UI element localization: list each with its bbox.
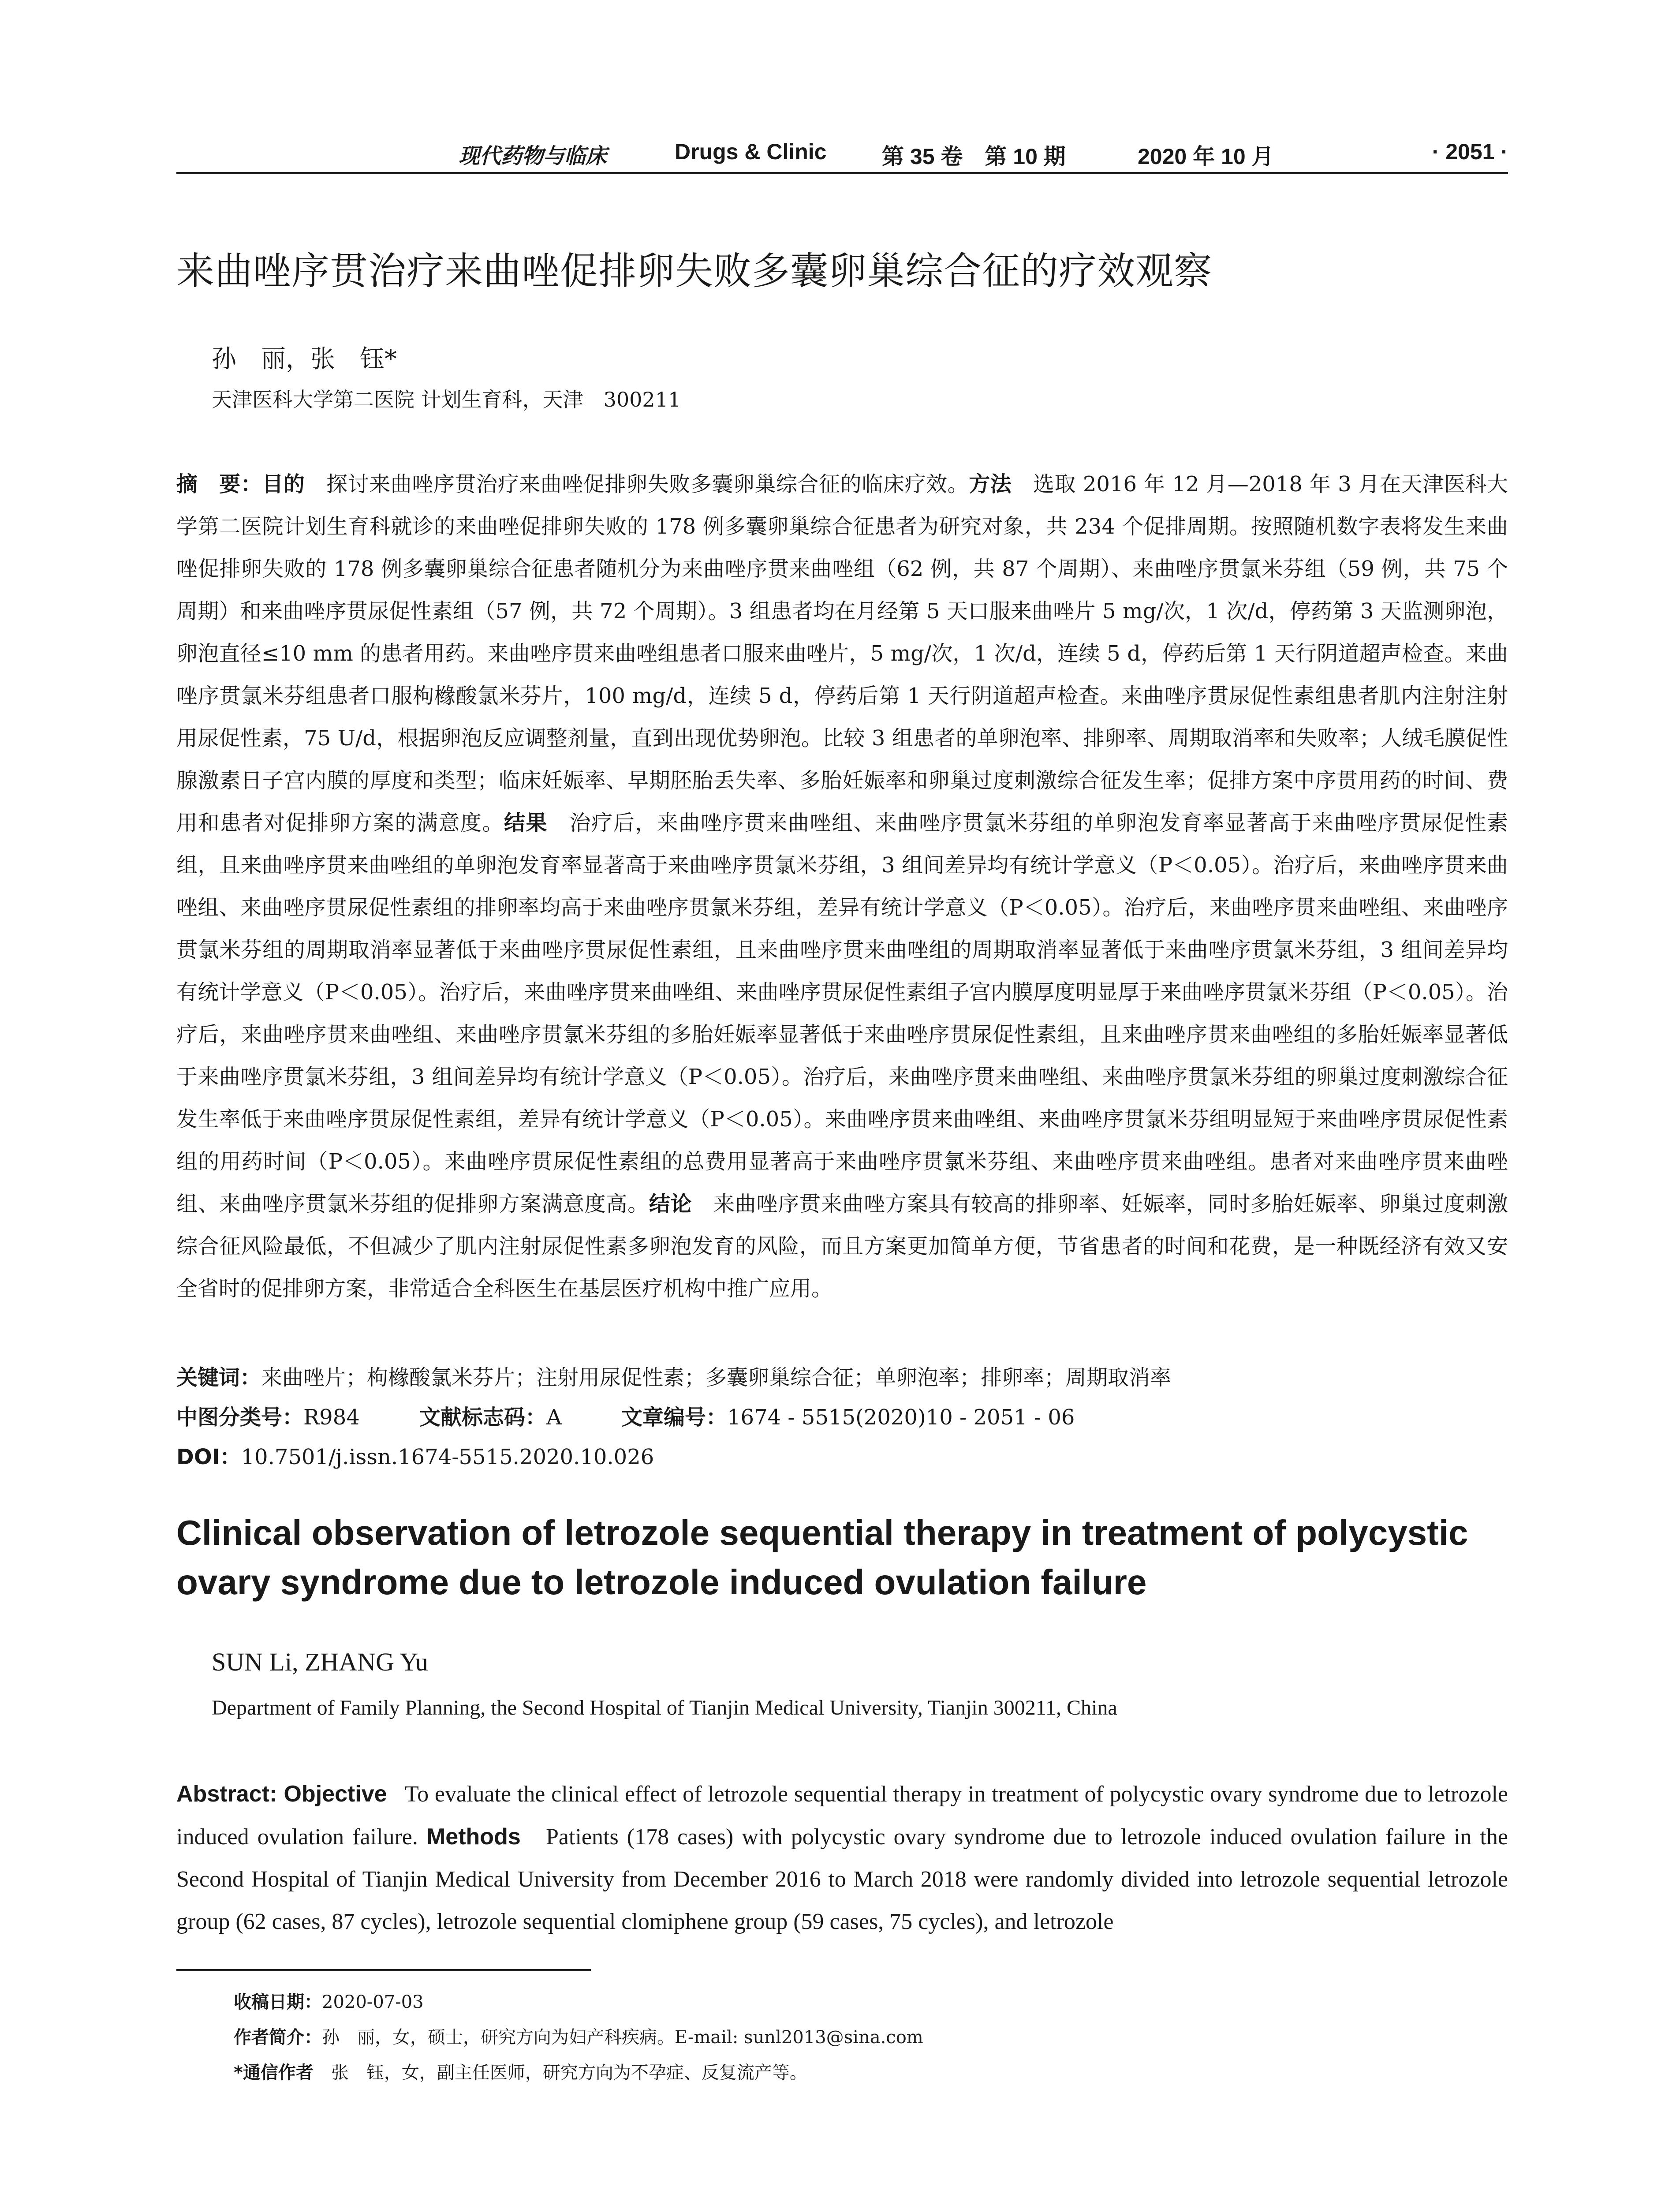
objective-text-en: To evaluate the clinical effect of letrozole sequential therapy in treatment of polycystic ovary syndrome due to letrozole induced ovulation failure.	[176, 1782, 1508, 1850]
clc-value: R984	[303, 1405, 360, 1430]
article-no-value: 1674 - 5515(2020)10 - 2051 - 06	[727, 1405, 1075, 1430]
abstract-en	[176, 1773, 1508, 1943]
abstract-label-en: Abstract:	[176, 1781, 284, 1807]
results-label-cn: 结果	[504, 811, 548, 835]
affiliation-cn: 天津医科大学第二医院 计划生育科，天津 300211	[212, 388, 681, 411]
methods-label-en: Methods	[426, 1824, 521, 1850]
volume-issue: 第 35 卷 第 10 期	[882, 144, 1066, 169]
issue-date: 2020 年 10 月	[1138, 144, 1274, 169]
doi-label: DOI：	[176, 1445, 241, 1469]
keywords-label: 关键词：	[176, 1365, 261, 1390]
running-header	[176, 135, 1508, 174]
results-text-cn: 治疗后，来曲唑序贯来曲唑组、来曲唑序贯氯米芬组的单卵泡发育率显著高于来曲唑序贯尿促性素组，且来曲唑序贯来曲唑组的单卵泡发育率显著高于来曲唑序贯氯米芬组，3 组间差异均有统计学意义（P＜0.05）。治疗后，来曲唑序贯来曲唑组、来曲唑序贯尿促性素组的排卵率均高于来曲唑序贯氯米芬组，差异有统计学意义（P＜0.05）。治疗后，来曲唑序贯来曲唑组、来曲唑序贯氯米芬组的周期取消率显著低于来曲唑序贯尿促性素组，且来曲唑序贯来曲唑组的周期取消率显著低于来曲唑序贯氯米芬组，3 组间差异均有统计学意义（P＜0.05）。治疗后，来曲唑序贯来曲唑组、来曲唑序贯尿促性素组子宫内膜厚度明显厚于来曲唑序贯氯米芬组（P＜0.05）。治疗后，来曲唑序贯来曲唑组、来曲唑序贯氯米芬组的多胎妊娠率显著低于来曲唑序贯尿促性素组，且来曲唑序贯来曲唑组的多胎妊娠率显著低于来曲唑序贯氯米芬组，3 组间差异均有统计学意义（P＜0.05）。治疗后，来曲唑序贯来曲唑组、来曲唑序贯氯米芬组的卵巢过度刺激综合征发生率低于来曲唑序贯尿促性素组，差异有统计学意义（P＜0.05）。来曲唑序贯来曲唑组、来曲唑序贯氯米芬组明显短于来曲唑序贯尿促性素组的用药时间（P＜0.05）。来曲唑序贯尿促性素组的总费用显著高于来曲唑序贯氯米芬组、来曲唑序贯来曲唑组。患者对来曲唑序贯来曲唑组、来曲唑序贯氯米芬组的促排卵方案满意度高。	[176, 811, 1508, 1216]
doi-value[interactable]: 10.7501/j.issn.1674-5515.2020.10.026	[241, 1445, 654, 1469]
corresponding-author: *通信作者 张 钰，女，副主任医师，研究方向为不孕症、反复流产等。	[234, 2063, 807, 2083]
received-date: 收稿日期：2020-07-03	[234, 1992, 424, 2012]
article-no-label: 文章编号：	[621, 1405, 728, 1430]
doc-code-label: 文献标志码：	[419, 1405, 547, 1430]
footnote-rule	[176, 1969, 591, 1971]
journal-name-cn: 现代药物与临床	[459, 144, 607, 168]
title-cn: 来曲唑序贯治疗来曲唑促排卵失败多囊卵巢综合征的疗效观察	[176, 249, 1212, 293]
objective-label-cn: 目的	[262, 472, 305, 497]
methods-text-en: Patients (178 cases) with polycystic ovary syndrome due to letrozole induced ovulation failure in the Second Hospital of Tianjin Medical University from December 2016 to March 2018 were randomly divided into letrozole sequential letrozole group (62 cases, 87 cycles), letrozole sequential clomiphene group (59 cases, 75 cycles), and letrozole	[176, 1824, 1508, 1934]
page-number: · 2051 ·	[1432, 139, 1508, 164]
footnotes	[234, 1984, 923, 2090]
author-bio: 作者简介：孙 丽，女，硕士，研究方向为妇产科疾病。E-mail: sunl2013@sina.com	[234, 2027, 923, 2048]
clc-label: 中图分类号：	[176, 1405, 304, 1430]
abstract-cn	[176, 463, 1508, 1310]
doc-code-value: A	[546, 1405, 562, 1430]
authors-en: SUN Li, ZHANG Yu	[212, 1648, 428, 1676]
methods-text-cn: 选取 2016 年 12 月—2018 年 3 月在天津医科大学第二医院计划生育科就诊的来曲唑促排卵失败的 178 例多囊卵巢综合征患者为研究对象，共 234 个促排周期。按照随机数字表将发生来曲唑促排卵失败的 178 例多囊卵巢综合征患者随机分为来曲唑序贯来曲唑组（62 例，共 87 个周期）、来曲唑序贯氯米芬组（59 例，共 75 个周期）和来曲唑序贯尿促性素组（57 例，共 72 个周期）。3 组患者均在月经第 5 天口服来曲唑片 5 mg/次，1 次/d，停药第 3 天监测卵泡，卵泡直径≤10 mm 的患者用药。来曲唑序贯来曲唑组患者口服来曲唑片，5 mg/次，1 次/d，连续 5 d，停药后第 1 天行阴道超声检查。来曲唑序贯氯米芬组患者口服枸橼酸氯米芬片，100 mg/d，连续 5 d，停药后第 1 天行阴道超声检查。来曲唑序贯尿促性素组患者肌内注射注射用尿促性素，75 U/d，根据卵泡反应调整剂量，直到出现优势卵泡。比较 3 组患者的单卵泡率、排卵率、周期取消率和失败率；人绒毛膜促性腺激素日子宫内膜的厚度和类型；临床妊娠率、早期胚胎丢失率、多胎妊娠率和卵巢过度刺激综合征发生率；促排方案中序贯用药的时间、费用和患者对促排卵方案的满意度。	[176, 472, 1508, 835]
title-en: Clinical observation of letrozole sequential therapy in treatment of polycystic ovary syndrome due to letrozole induced ovulation failure	[176, 1513, 1468, 1602]
affiliation-en: Department of Family Planning, the Second Hospital of Tianjin Medical University, Tianjin 300211, China	[212, 1696, 1117, 1719]
keywords-text: 来曲唑片；枸橼酸氯米芬片；注射用尿促性素；多囊卵巢综合征；单卵泡率；排卵率；周期取消率	[261, 1365, 1172, 1390]
abstract-label-cn: 摘 要：	[176, 472, 262, 497]
objective-label-en: Objective	[284, 1781, 387, 1807]
doi-line	[176, 1440, 1508, 1470]
journal-name-en: Drugs & Clinic	[675, 139, 827, 164]
keywords	[176, 1360, 1508, 1391]
authors-cn: 孙 丽，张 钰*	[212, 345, 397, 374]
classification-line	[176, 1400, 1508, 1431]
objective-text-cn: 探讨来曲唑序贯治疗来曲唑促排卵失败多囊卵巢综合征的临床疗效。	[326, 472, 969, 497]
conclusion-label-cn: 结论	[649, 1192, 692, 1216]
methods-label-cn: 方法	[969, 472, 1012, 497]
conclusion-text-cn: 来曲唑序贯来曲唑方案具有较高的排卵率、妊娠率，同时多胎妊娠率、卵巢过度刺激综合征风险最低，不但减少了肌内注射尿促性素多卵泡发育的风险，而且方案更加简单方便，节省患者的时间和花费，是一种既经济有效又安全省时的促排卵方案，非常适合全科医生在基层医疗机构中推广应用。	[176, 1192, 1508, 1301]
